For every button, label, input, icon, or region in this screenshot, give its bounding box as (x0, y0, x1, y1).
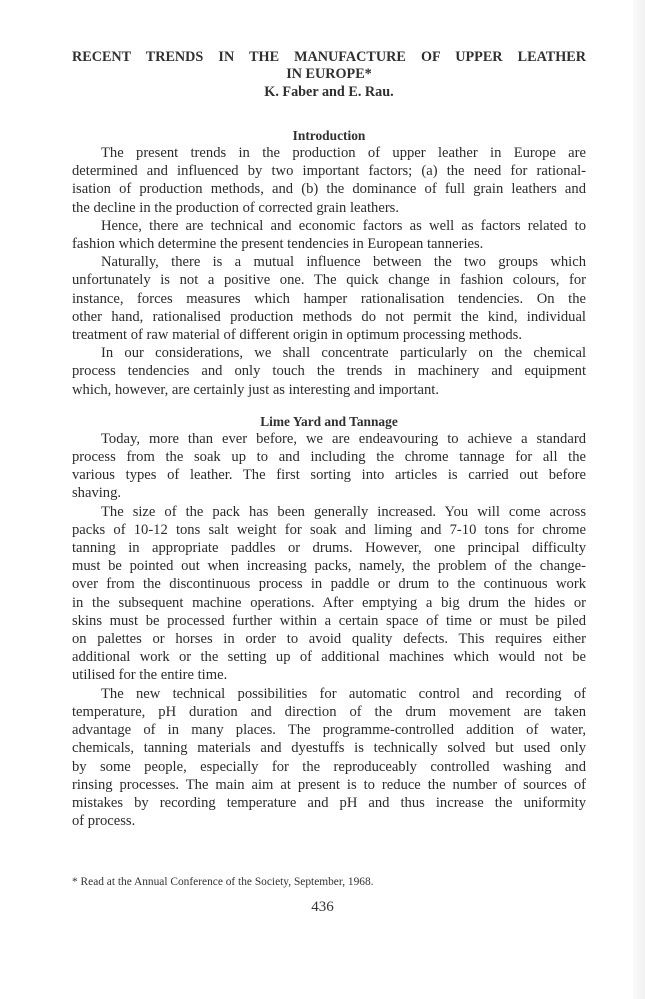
scan-edge-shadow (633, 0, 645, 999)
text-line: temperature, pH duration and direction of the drum movement are taken (72, 703, 586, 720)
text-line: advantage of in many places. The programme-controlled addition of water, (72, 722, 586, 739)
text-line: other hand, rationalised production methods do not permit the kind, individual (72, 308, 586, 325)
text-line: in the subsequent machine operations. After emptying a big drum the hides or (72, 594, 586, 611)
text-line: The new technical possibilities for automatic control and recording of (101, 685, 586, 702)
text-line: packs of 10-12 tons salt weight for soak and liming and 7-10 tons for chrome (72, 521, 586, 538)
paragraph (72, 430, 586, 503)
title-line-2: IN EUROPE* (286, 66, 372, 82)
page-number: 436 (311, 899, 334, 915)
paragraph (72, 253, 586, 344)
text-line: mistakes by recording temperature and pH and thus increase the uniformity (72, 794, 586, 811)
text-line: The present trends in the production of upper leather in Europe are (101, 145, 586, 161)
text-line: the decline in the production of corrected grain leathers. (72, 199, 400, 216)
text-line: must be pointed out when increasing packs, namely, the problem of the change- (72, 558, 586, 575)
text-line: by some people, especially for the reproduceably controlled washing and (72, 758, 586, 775)
text-line: shaving. (72, 485, 122, 502)
text-line: determined and influenced by two important factors; (a) the need for rational- (72, 163, 586, 180)
paragraph (72, 144, 586, 217)
text-line: process from the soak up to and including the chrome tannage for all the (72, 449, 586, 466)
document-page (72, 48, 586, 830)
article-authors: K. Faber and E. Rau. (264, 84, 394, 100)
text-line: utilised for the entire time. (72, 667, 228, 684)
text-line: instance, forces measures which hamper rationalisation tendencies. On the (72, 290, 586, 307)
text-line: process tendencies and only touch the trends in machinery and equipment (72, 363, 586, 380)
text-line: skins must be processed further within a certain space of time or must be piled (72, 612, 586, 629)
text-line: treatment of raw material of different origin in optimum processing methods. (72, 327, 522, 344)
section-heading-lime-yard-and-tannage: Lime Yard and Tannage (260, 413, 398, 429)
text-line: over from the discontinuous process in paddle or drum to the continuous work (72, 576, 586, 593)
text-line: Hence, there are technical and economic factors as well as factors related to (101, 217, 586, 234)
text-line: unfortunately is not a positive one. The quick change in fashion colours, for (72, 272, 586, 289)
text-line: Today, more than ever before, we are endeavouring to achieve a standard (101, 430, 586, 447)
text-line: chemicals, tanning materials and dyestuffs is technically solved but used only (72, 740, 586, 757)
text-line: of process. (72, 813, 136, 830)
paragraph (72, 685, 586, 831)
footnote: * Read at the Annual Conference of the Society, September, 1968. (72, 876, 374, 888)
text-line: rinsing processes. The main aim at present is to reduce the number of sources of (72, 776, 586, 793)
text-line: which, however, are certainly just as interesting and important. (72, 381, 439, 398)
text-line: on palettes or horses in order to avoid quality defects. This requires either (72, 631, 586, 648)
paragraph (72, 344, 586, 399)
text-line: Naturally, there is a mutual influence between the two groups which (101, 254, 586, 271)
text-line: The size of the pack has been generally increased. You will come across (101, 503, 586, 520)
section-heading-introduction: Introduction (292, 128, 366, 143)
title-line-1: RECENT TRENDS IN THE MANUFACTURE OF UPPER LEATHER (72, 49, 586, 65)
text-line: fashion which determine the present tendencies in European tanneries. (72, 236, 484, 253)
text-line: In our considerations, we shall concentrate particularly on the chemical (101, 345, 586, 362)
paragraph (72, 503, 586, 685)
paragraph (72, 217, 586, 253)
text-line: tanning in appropriate paddles or drums. However, one principal difficulty (72, 540, 586, 557)
text-line: isation of production methods, and (b) the dominance of full grain leathers and (72, 181, 586, 198)
article-title (72, 48, 586, 83)
text-line: additional work or the setting up of additional machines which would not be (72, 649, 586, 666)
text-line: various types of leather. The first sorting into articles is carried out before (72, 467, 586, 484)
